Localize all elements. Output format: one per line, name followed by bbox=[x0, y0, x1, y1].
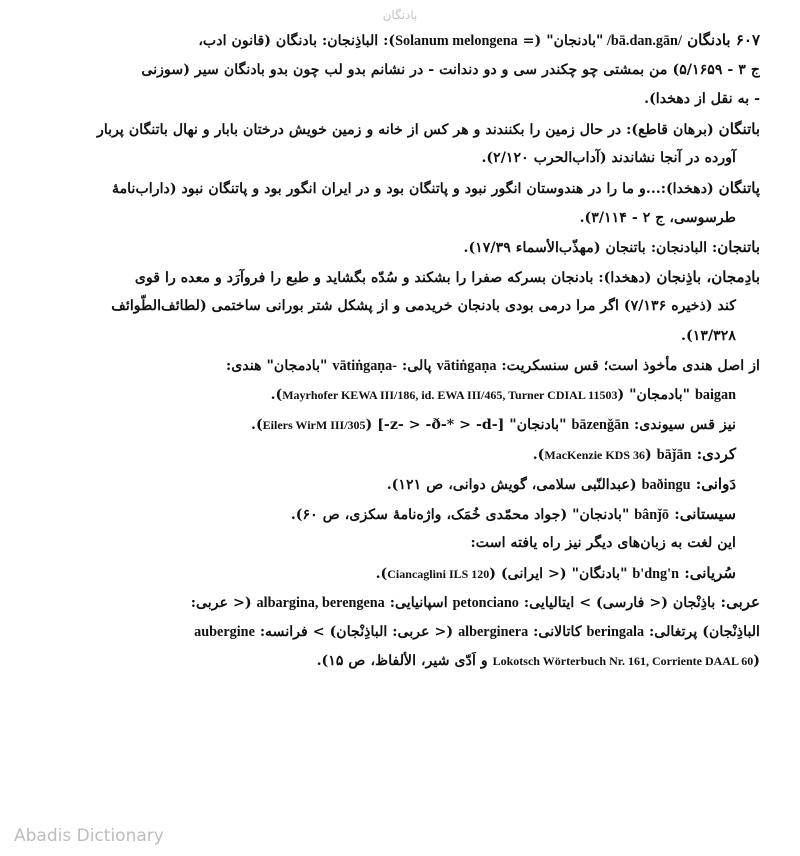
headword: کردی: bbox=[691, 445, 736, 464]
entry-text: "بادمجان" هندی: bbox=[226, 357, 333, 374]
watermark: Abadis Dictionary bbox=[14, 826, 164, 846]
entry-line bbox=[36, 263, 760, 293]
entry-line bbox=[36, 470, 760, 500]
latin-term: bāǰān bbox=[656, 447, 692, 464]
entry-line bbox=[36, 144, 760, 174]
latin-term: bânǰō bbox=[634, 506, 669, 523]
entry-text: و اَدّی شیر، الألفاظ، ص ۱۵). bbox=[316, 653, 493, 670]
entry-line bbox=[36, 233, 760, 263]
entry-text: (برهان قاطع): در حال زمین را بکنندند و هر کس از خانه و زمین خویش درختان بابار و نهال باتنگان پربار bbox=[96, 121, 719, 138]
citation: Ciancaglini ILS 120 bbox=[387, 566, 490, 581]
entry-line bbox=[36, 26, 760, 56]
entry-line bbox=[36, 352, 760, 382]
headword: بادِمجان، باذِنجان bbox=[656, 267, 760, 286]
dictionary-entry bbox=[36, 26, 760, 677]
headword: باتنجان bbox=[717, 238, 760, 257]
entry-text: ): الباذِنجان: بادنگان (قانون ادب، bbox=[198, 33, 396, 49]
entry-text: ). bbox=[270, 387, 283, 404]
entry-line bbox=[36, 115, 760, 145]
entry-text: "بادمجان" ( bbox=[617, 387, 695, 404]
headword: دَوانی: bbox=[690, 474, 736, 493]
latin-term: /bā.dan.gān/ bbox=[603, 33, 682, 49]
entry-line bbox=[36, 411, 760, 441]
entry-line bbox=[36, 500, 760, 530]
citation: Eilers WirM III/305 bbox=[262, 417, 366, 432]
entry-line bbox=[36, 618, 760, 648]
entry-line bbox=[36, 292, 760, 322]
entry-line bbox=[36, 588, 760, 618]
entry-text: - به نقل از دهخدا). bbox=[644, 91, 760, 108]
entry-text: کند (ذخیره ۷/۱۳۶) اگر مرا درمی بودی بادنجان خریدمی و از پشکل شتر بورانی ساختمی (لطائف‌الطّوائف bbox=[111, 298, 736, 315]
entry-text: "بادنگان" (< ایرانی) ( bbox=[489, 565, 633, 582]
entry-line bbox=[36, 322, 760, 352]
entry-text: "بادنجان" (= bbox=[517, 33, 604, 49]
latin-term: beringala bbox=[586, 623, 645, 640]
entry-text: طرسوسی، ج ۲ - ۳/۱۱۴). bbox=[579, 209, 736, 226]
citation: Mayrhofer KEWA III/186, id. EWA III/465, Turner CDIAL 11503 bbox=[282, 388, 618, 403]
latin-term: baðingu bbox=[641, 476, 691, 493]
entry-line bbox=[36, 204, 760, 234]
latin-term: Solanum melongena bbox=[395, 33, 518, 49]
entry-text: اسپانیایی: bbox=[384, 595, 453, 612]
entry-text: ج ۳ - ۵/۱۶۵۹) من بمشتی چو چکندر سی و دو دندانت - در نشانم بدو لب چون بدو بادنگان سیر (سوزنی bbox=[141, 61, 760, 78]
entry-line bbox=[36, 647, 760, 677]
latin-term: bāzenǧān bbox=[571, 416, 630, 433]
latin-term: -vātiṅgaṇa bbox=[332, 357, 398, 374]
entry-line bbox=[36, 559, 760, 589]
latin-term: petonciano bbox=[452, 595, 519, 612]
entry-text: ). bbox=[532, 447, 545, 464]
entry-text: (عبدالنّبی سلامی، گویش دوانی، ص ۱۲۱). bbox=[386, 476, 642, 493]
headword: عربی: bbox=[715, 593, 760, 612]
citation: MacKenzie KDS 36 bbox=[544, 448, 646, 463]
headword: پاتنگان bbox=[718, 178, 760, 197]
entry-text: ). bbox=[375, 565, 388, 582]
entry-text: ). bbox=[251, 416, 263, 433]
latin-term: aubergine bbox=[194, 623, 255, 640]
latin-term: alberginera bbox=[458, 623, 529, 640]
entry-text: نیز قس سیوندی: bbox=[629, 416, 736, 433]
site-title: بادنگان bbox=[382, 8, 418, 22]
entry-text: (< عربی: الباذِنْجان) > فرانسه: bbox=[254, 623, 459, 640]
entry-line bbox=[36, 56, 760, 86]
entry-text: (دهخدا):...و ما را در هندوستان انگور نبود و پاتنگان بود و در ایران انگور بود و پاتنگان نبود (داراب‌نامهٔ bbox=[111, 180, 719, 197]
entry-text: الباذِنْجان) پرتغالی: bbox=[644, 623, 760, 640]
entry-text: آورده در آنجا نشاندند (آداب‌الحرب ۲/۱۲۰). bbox=[481, 150, 736, 167]
latin-term: b'dng'n bbox=[632, 565, 679, 582]
entry-text: کاتالانی: bbox=[528, 623, 587, 640]
entry-line bbox=[36, 381, 760, 411]
entry-text: (دهخدا): بادنجان بسرکه صفرا را بشکند و سُدّه بگشاید و طبع را فروآرَد و معده را قوی bbox=[134, 269, 657, 286]
entry-text: ( bbox=[753, 653, 760, 670]
entry-text: "بادنجان" [-z- > -ð-* > -d-] ( bbox=[365, 416, 572, 433]
headword: بادنگان bbox=[681, 31, 736, 49]
entry-line bbox=[36, 440, 760, 470]
entry-text: "بادنجان" (جواد محمّدی خُمَک، واژه‌نامهٔ سکزی، ص ۶۰). bbox=[290, 506, 635, 523]
entry-line bbox=[36, 85, 760, 115]
latin-term: baigan bbox=[694, 387, 736, 404]
headword: سیستانی: bbox=[668, 504, 736, 523]
entry-text: (< عربی: bbox=[190, 595, 257, 612]
latin-term: albargina, berengena bbox=[256, 595, 385, 612]
entry-text: پالی: bbox=[397, 357, 437, 374]
entry-text: باذِنْجان (< فارسی) > ایتالیایی: bbox=[518, 595, 716, 612]
entry-line bbox=[36, 529, 760, 559]
entry-text: ۶۰۷ bbox=[735, 31, 760, 49]
entry-line bbox=[36, 174, 760, 204]
entry-text: از اصل هندی مأخوذ است؛ قس سنسکریت: bbox=[496, 357, 760, 374]
entry-text: ۱۳/۳۲۸). bbox=[681, 327, 736, 344]
entry-text: : البادنجان: باتنجان (مهذّب‌الأسماء ۱۷/۳۹). bbox=[463, 240, 718, 257]
latin-term: vātiṅgaṇa bbox=[436, 357, 497, 374]
entry-text: این لغت به زبان‌های دیگر نیز راه یافته است: bbox=[470, 535, 736, 552]
headword: سُریانی: bbox=[678, 563, 736, 582]
citation: Lokotsch Wörterbuch Nr. 161, Corriente DAAL 60 bbox=[492, 654, 754, 669]
headword: باتنگان bbox=[718, 119, 760, 138]
entry-text: ( bbox=[645, 447, 657, 464]
